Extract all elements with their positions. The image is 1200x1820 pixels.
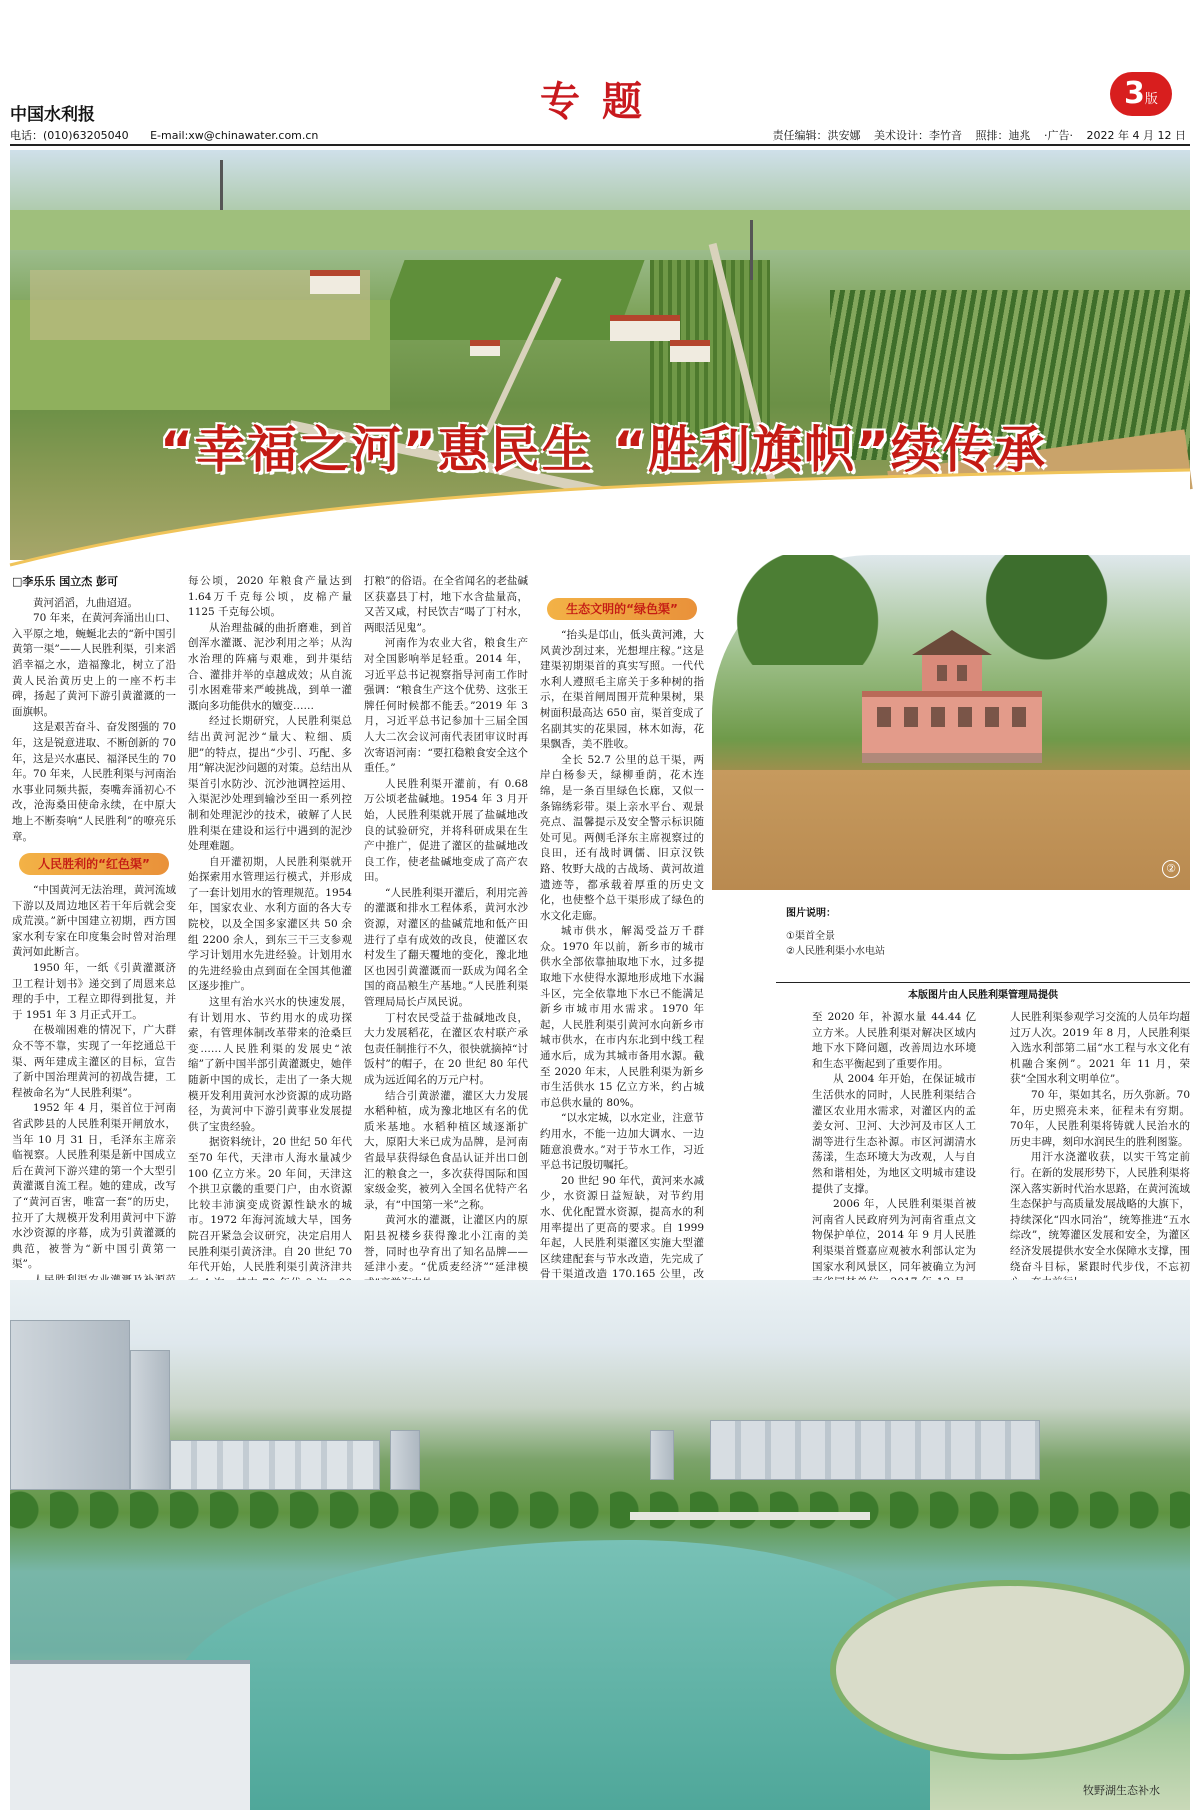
paragraph: 1950 年，一纸《引黄灌溉济卫工程计划书》递交到了周恩来总理的手中，工程立即得到批复，并于 1951 年 3 月正式开工。 — [12, 962, 176, 1021]
paragraph: 70 年，渠如其名，历久弥新。70年，历史照亮未来，征程未有穷期。70年，人民胜利渠将铸就人民治水的历史丰碑，刻印水润民生的胜利图鉴。 — [1010, 1088, 1190, 1148]
phone: 电话：(010)63205040 — [10, 129, 129, 142]
building — [670, 340, 710, 362]
paragraph: “人民胜利渠开灌后，利用完善的灌溉和排水工程体系，黄河水沙资源，对灌区的盐碱荒地和低产田进行了卓有成效的改良，使灌区农村发生了翻天覆地的变化，豫北地区也因引黄灌溉而一跃成为闻名全国的商品粮生产基地。”人民胜利渠管理局局长卢凤民说。 — [364, 886, 528, 1009]
power-pylon — [220, 160, 223, 210]
ad-label: ·广告· — [1044, 129, 1074, 142]
paragraph: 据资料统计，20 世纪 50 年代至70 年代，天津市人海水量减少 100 亿立方米。20 年间，天津这个拱卫京畿的重要门户，由水资源比较丰沛演变成资源性缺水的城市。1972 年海河流域大旱，国务院召开紧急会议研究，决定启用人民胜利渠引黄济津。自 20 世纪 70 年代开始，人民胜利渠引黄济津共 — [188, 1136, 352, 1274]
article-column-2 — [188, 574, 352, 1284]
paragraph: 人民胜利渠开灌前，有 0.68 万公顷老盐碱地。1954 年 3 月开始，人民胜利渠就开展了盐碱地改良的试验研究，并将科研成果在生产中推广，促进了灌区的盐碱地改良工作，使老盐碱地变成了高产农田。 — [364, 777, 528, 884]
caption-item: ②人民胜利渠小水电站 — [786, 946, 885, 957]
paragraph: 黄河滔滔，九曲迢迢。 — [33, 596, 138, 609]
paragraph: 在极端困难的情况下，广大群众不等不靠，实现了一年挖通总干渠、两年建成主灌区的目标，宣告了新中国治理黄河的初战告捷，工程被命名为“人民胜利渠”。 — [12, 1024, 176, 1099]
proof: 照排：迪兆 — [975, 129, 1031, 142]
paragraph: 从治理盐碱的曲折磨难，到首创浑水灌溉、泥沙利用之举；从沟水治理的阵痛与艰难，到井渠结合、灌排并举的卓越成效；从自流引水困难带来严峻挑战，到单一灌溉向多功能供水的嬗变…… — [188, 621, 352, 712]
paragraph: “以水定城，以水定业，注意节约用水，不能一边加大调水、一边随意浪费水。”对于节水工作，习近平总书记殷切嘱托。 — [540, 1112, 704, 1172]
caption-title: 图片说明： — [786, 908, 836, 919]
photo-captions — [786, 906, 926, 959]
paragraph: 城市供水，解渴受益万千群众。1970 年以前，新乡市的城市供水全部依靠抽取地下水，过多提取地下水使得水源地形成地下水漏斗区，完全依靠地下水已不能满足新乡市城市用水需求。1970 年起，人民胜利渠引黄河水向新乡市城市供水，在市内东北到中线工程通水后，成为其城市备用水源。截至 2020 年末，人民胜利渠为新乡市生活供水 15 亿立方米，约占城市总供水量的 80%。 — [540, 925, 704, 1109]
paragraph: 20 世纪 90 年代，黄河来水减少，水资源日益短缺，对节约用水、优化配置水资源，提高水的利用率提出了更高的要求。自 1999 年起，人民胜利渠灌区实施大型灌区续建配套与节水改造，先完成了骨干渠道改造 170.165 公里，改 — [540, 1174, 704, 1281]
paragraph: 河南作为农业大省，粮食生产对全国影响举足轻重。2014 年，习近平总书记视察指导河南工作时强调：“粮食生产这个优势、这张王牌任何时候都不能丢。”2019 年 3 月，习近平总书记参加十三届全国人大二次会议河南代表团审议时再次寄语河南：“要扛稳粮食安全这个重任。” — [364, 637, 528, 775]
article-column-5 — [812, 1010, 976, 1284]
high-rise — [130, 1350, 170, 1490]
paragraph: 用汗水浇灌收获，以实干笃定前行。在新的发展形势下，人民胜利渠将深入落实新时代治水思路，在黄河流域生态保护与高质量发展战略的大旗下，持续深化“四水同治”，统筹推进“五水综改”，统筹灌区发展和安全，为灌区经济发展提供水安全水保障水支撑，围绕奋斗目标，紧跟时代步伐，不忘初 — [1010, 1151, 1190, 1273]
headline: “幸福之河”惠民生 “胜利旗帜”续传承 — [160, 421, 1047, 479]
article-column-4 — [540, 598, 704, 1284]
paragraph: 这是艰苦奋斗、奋发图强的 70年，这是锐意进取、不断创新的 70年，这是兴水惠民、福泽民生的 70年。70 年来，人民胜利渠与河南治水事业同频共振，奏嘴奔涌初心不改，沧海桑田使命永续，在中原大地上不断奏响“人民胜利”的嘹亮乐章。 — [12, 721, 176, 843]
station-building — [842, 625, 1062, 775]
editor: 责任编辑：洪安娜 — [772, 129, 861, 142]
lake-water — [170, 1540, 930, 1810]
paragraph: 1952 年 4 月，渠首位于河南省武陟县的人民胜利渠开闸放水，当年 10 月 31 日，毛泽东主席亲临视察。人民胜利渠是新中国成立后在黄河下游兴建的第一个大型引黄灌溉自流工程。她的建成，改写了“黄河百害，唯富一套”的历史，拉开了大规模开发利用黄河中下游水沙资源的序幕，成为引黄灌溉的典范，被誉为“新中国引黄第一渠”。 — [12, 1102, 176, 1271]
farmland — [375, 260, 644, 340]
paragraph: “抬头是邙山，低头黄河滩，大风黄沙刮过来，光想埋庄稼。”这是建渠初期渠首的真实写照。一代代水利人遵照毛主席关于多种树的指示，在渠首闸周围开荒种果树，果树面积最高达 650 亩，渠首变成了名副其实的花果园，林木如海，花果飘香，美不胜收。 — [540, 629, 704, 751]
masthead — [0, 0, 1200, 150]
building — [610, 315, 680, 341]
designer: 美术设计：李竹音 — [874, 129, 963, 142]
issue-date: 2022 年 4 月 12 日 — [1086, 129, 1186, 142]
subhead-red: 人民胜利的“红色渠” — [19, 853, 169, 875]
paragraph: 人民胜利渠参观学习交流的人员年均超过万人次。2019 年 8 月，人民胜利渠入选水利部第二届“水工程与水文化有机融合案例”。2021 年 11 月，荣获“全国水利文明单位”。 — [1010, 1011, 1190, 1086]
paragraph: 2006 年，人民胜利渠渠首被河南省人民政府列为河南省重点文物保护单位，2014 年 9 月人民胜利渠渠首暨嘉应观被水利部认定为国家水利风景区，同年被确立为河 — [812, 1198, 976, 1273]
farmland — [10, 210, 1190, 250]
paragraph: 从 2004 年开始，在保证城市生活供水的同时，人民胜利渠结合灌区农业用水需求，对灌区内的孟姜女河、卫河、大沙河及市区人工湖等进行生态补源。市区河湖清水荡漾，生态环境大为改观，人与自然和谐相处，为地区文明城市建设提供了支撑。 — [812, 1073, 976, 1195]
building — [310, 270, 360, 294]
high-rise — [10, 1320, 130, 1490]
paragraph: “中国黄河无法治理，黄河流域下游以及周边地区若干年后就会变成荒漠。”新中国建立初期，西方国家水利专家在印度集会时曾对治理黄河如此断言。 — [12, 884, 176, 959]
paragraph: 至 2020 年，补源水量 44.44 亿立方米。人民胜利渠对解决区域内地下水下降问题，改善周边水环境和生态平衡起到了重要作用。 — [812, 1011, 976, 1070]
paragraph: 结合引黄淤灌，灌区大力发展水稻种植，成为豫北地区有名的优质米基地。水稻种植区域逐渐扩大，原阳大米已成为品牌，是河南省最早获得绿色食品认证并出口创汇的粮食之一，多次获得国际和国家级金奖，被列入全国名优特产名录，有“中国第一米”之称。 — [364, 1089, 528, 1211]
paragraph: 黄河水的灌溉，让灌区内的原阳县祝楼乡获得豫北小江南的美誉，同时也孕育出了知名品牌——延津小麦。“优质麦经济”“延津模 — [364, 1214, 528, 1274]
river-water — [712, 770, 1190, 890]
article-column-3 — [364, 574, 528, 1284]
editor-info — [763, 127, 1186, 143]
photo-credit: 本版图片由人民胜利渠管理局提供 — [776, 982, 1190, 1001]
paragraph: 自开灌初期，人民胜利渠就开始探索用水管理运行模式，并形成了一套计划用水的管理规范。1954 年，国家农业、水利方面的各大专院校，以及全国多家灌区共 50 余组 2200 余人，到东三干三支参观学习计划用水先进经验。计划用水的先进经验由点到面在全国其他灌区逐步推广。 — [188, 855, 352, 993]
paragraph: 打粮”的俗语。在全省闻名的老盐碱区获嘉县丁村，地下水含盐量高，又苦又咸，村民饮吉“喝了丁村水，两眼活见鬼”。 — [364, 575, 528, 634]
photo-hydropower-station — [712, 555, 1190, 890]
newspaper-name: 中国水利报 — [10, 105, 95, 125]
header-rule — [10, 144, 1190, 146]
caption-item: ①渠首全景 — [786, 931, 835, 942]
paragraph: 丁村农民受益于盐碱地改良，大力发展稻花，在灌区农村联产承包责任制推行不久，很快就摘掉“讨饭村”的帽子，在 20 世纪 80 年代成为远近闻名的万元户村。 — [364, 1011, 528, 1086]
photo-marker-2: ② — [1162, 860, 1180, 878]
pier — [10, 1660, 250, 1810]
byline: □李乐乐 国立杰 彭可 — [12, 575, 119, 588]
plaza — [830, 1580, 1190, 1760]
section-title: 专题 — [540, 79, 664, 125]
tree-line — [10, 1480, 1190, 1540]
contact-info — [10, 127, 336, 143]
paragraph: 全长 52.7 公里的总干渠，两岸白杨参天，绿柳垂荫，花木连绵，是一条百里绿色长廊，又似一条锦绣彩带。渠上亲水平台、观景亮点、温馨提示及安全警示标识随处可见。两侧毛泽东主席视察过的良田，还有战时调儒、旧京汉铁路、牧野大战的古战场、黄河故道遗迹等，都承载着厚重的历史文化，也使整个总干渠形成了绿色的水文化走廊。 — [540, 753, 704, 922]
building — [470, 340, 500, 356]
page-unit: 版 — [1144, 92, 1158, 107]
bridge — [630, 1512, 870, 1520]
page-number: 3 — [1124, 76, 1145, 111]
photo-muye-lake — [10, 1280, 1190, 1810]
paragraph: 这里有治水兴水的快速发展，有计划用水、节约用水的成功探索，有管理体制改革带来的沧桑巨变……人民胜利渠的发展史“浓缩”了新中国半部引黄灌溉史，她伴随新中国的成长，走出了一条大规模开发利用黄河水沙资源的成功路径，为黄河中下游引黄事业发展提供了宝贵经验。 — [188, 996, 352, 1133]
paragraph: 每公顷，2020 年粮食产量达到 1.64万千克每公顷，皮棉产量 1125 千克每公顷。 — [188, 575, 352, 619]
article-column-1 — [12, 574, 176, 1284]
skyline — [710, 1420, 1040, 1480]
page-number-badge — [1110, 72, 1172, 116]
power-pylon — [750, 220, 753, 280]
paragraph: 70 年来，在黄河奔涌出山口、入平原之地，蜿蜒北去的“新中国引黄第一渠”——人民胜利渠，引来滔滔幸福之水，造福豫北，树立了沿黄人民治黄历史上的一座不朽丰碑，扬起了黄河下游引黄灌溉的一面旗帜。 — [12, 612, 176, 718]
bottom-photo-caption: 牧野湖生态补水 — [1083, 1784, 1160, 1797]
subhead-green: 生态文明的“绿色渠” — [547, 598, 697, 620]
high-rise — [650, 1430, 674, 1480]
paragraph: 经过长期研究，人民胜利渠总结出黄河泥沙“量大、粒细、质肥”的特点，提出“少引、巧配、多用”解决泥沙问题的对策。总结出从渠首引水防沙、沉沙池调控运用、入渠泥沙处理到输沙至田一系列控制和处理泥沙的技术，破解了人民胜利渠在建设和运行中遇到的泥沙处理难题。 — [188, 715, 352, 853]
email: E-mail:xw@chinawater.com.cn — [150, 129, 319, 142]
article-column-6 — [1010, 1010, 1190, 1284]
